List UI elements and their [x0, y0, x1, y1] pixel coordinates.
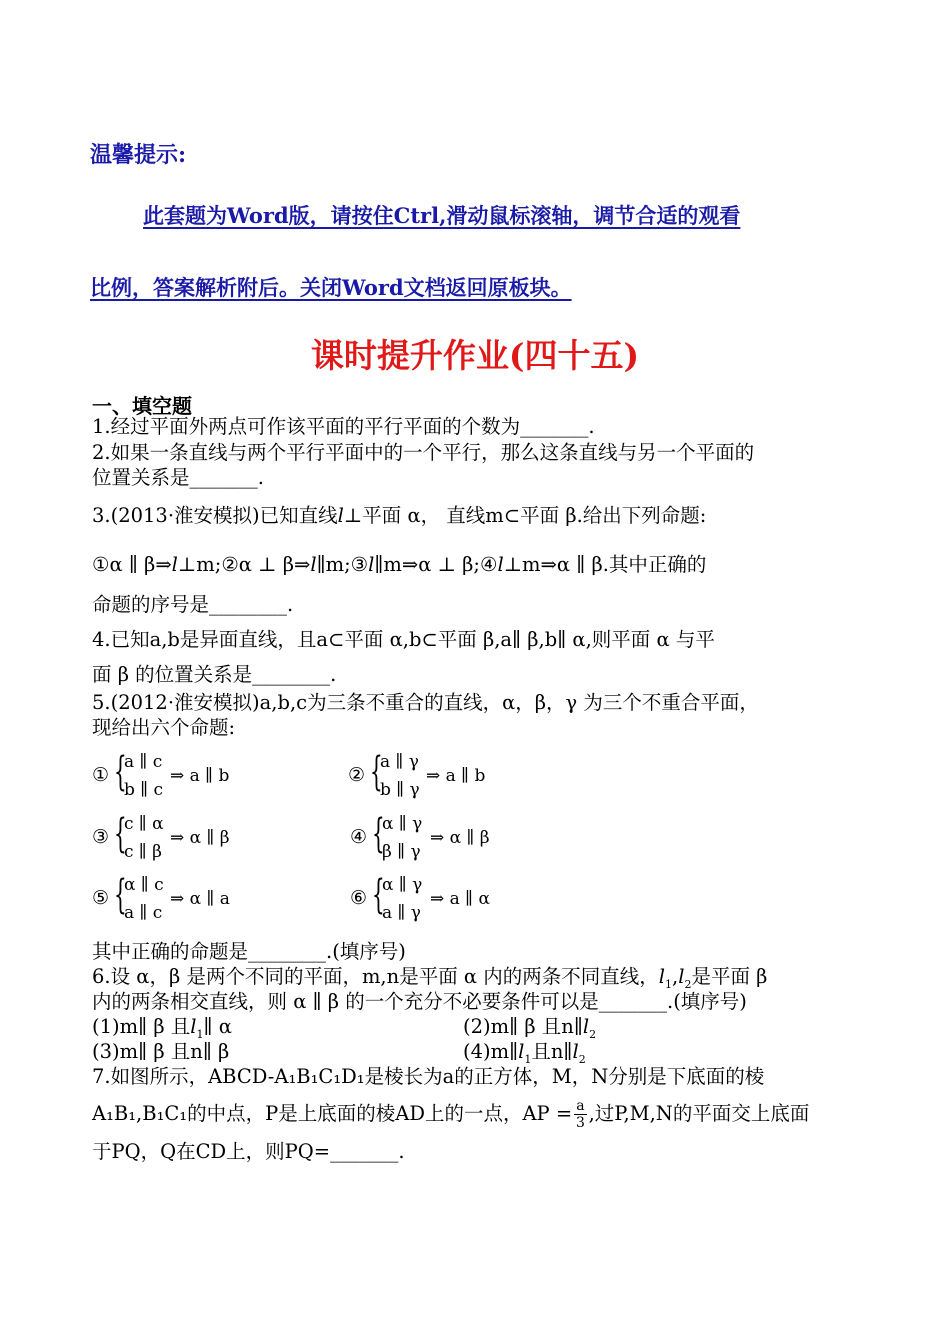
- prop-bottom: b ∥ c: [124, 780, 164, 800]
- subscript: 2: [589, 1027, 597, 1041]
- page-title: 课时提升作业(四十五): [310, 336, 640, 375]
- q3-text-a: 3.(2013·淮安模拟)已知直线: [92, 504, 338, 527]
- q6-o1-b: ∥ α: [203, 1015, 232, 1038]
- question-2-line-2: 位置关系是_______.: [92, 466, 264, 489]
- l-symbol: l: [572, 1040, 579, 1063]
- q3-l: l: [497, 553, 504, 576]
- q7-text-b1: A₁B₁,B₁C₁的中点，P是上底面的棱AD上的一点，AP =: [92, 1102, 573, 1125]
- brace-icon: {: [370, 749, 383, 795]
- q3-l: l: [171, 553, 178, 576]
- prop-result: ⇒ a ∥ b: [426, 766, 486, 786]
- prop-number: ①: [92, 764, 110, 786]
- q6-text-a1: 6.设 α，β 是两个不同的平面，m,n是平面 α 内的两条不同直线，: [92, 965, 659, 988]
- q6-o1-a: (1)m∥ β 且: [92, 1015, 191, 1038]
- question-3-line-1: [92, 503, 706, 528]
- question-5-line-2: 现给出六个命题:: [92, 716, 236, 739]
- prop-result: ⇒ a ∥ α: [430, 889, 490, 909]
- subscript: 1: [196, 1027, 204, 1041]
- q6-text-a2: 是平面 β: [691, 965, 768, 988]
- tip-line-2[interactable]: 比例，答案解析附后。关闭Word文档返回原板块。: [90, 275, 572, 300]
- q7-text-b2: ,过P,M,N的平面交上底面: [588, 1102, 810, 1125]
- question-5-line-1: 5.(2012·淮安模拟)a,b,c为三条不重合的直线，α，β，γ 为三个不重合平面，: [92, 691, 759, 714]
- prop-bottom: b ∥ γ: [380, 780, 420, 800]
- subscript: 2: [578, 1052, 586, 1066]
- prop-top: a ∥ c: [124, 752, 163, 772]
- prop-top: α ∥ γ: [382, 875, 423, 895]
- l-symbol: l: [658, 965, 666, 988]
- prop-result: ⇒ α ∥ a: [170, 889, 230, 909]
- question-2-line-1: 2.如果一条直线与两个平行平面中的一个平行，那么这条直线与另一个平面的: [92, 441, 755, 464]
- q3-l: l: [310, 553, 317, 576]
- question-4-line-1: 4.已知a,b是异面直线，且a⊂平面 α,b⊂平面 β,a∥ β,b∥ α,则平面 α 与平: [92, 628, 715, 651]
- prop-top: α ∥ γ: [382, 814, 423, 834]
- brace-icon: {: [372, 872, 385, 918]
- fraction: [574, 1098, 586, 1131]
- prop-number: ④: [350, 826, 368, 848]
- prop-bottom: β ∥ γ: [382, 842, 421, 862]
- q6-option-3: (3)m∥ β 且n∥ β: [92, 1040, 230, 1063]
- tip-heading: 温馨提示:: [90, 142, 187, 168]
- prop-result: ⇒ a ∥ b: [170, 766, 230, 786]
- subscript: 2: [684, 977, 692, 991]
- prop-result: ⇒ α ∥ β: [170, 828, 230, 848]
- question-7-line-3: 于PQ，Q在CD上，则PQ=_______.: [92, 1140, 405, 1163]
- q6-o2-a: (2)m∥ β 且n∥: [463, 1015, 583, 1038]
- tip-line-1[interactable]: 此套题为Word版，请按住Ctrl,滑动鼠标滚轴，调节合适的观看: [143, 203, 741, 228]
- q6-comma: ,: [672, 965, 679, 988]
- question-6-line-2: 内的两条相交直线，则 α ∥ β 的一个充分不必要条件可以是_______.(填序号): [92, 990, 747, 1013]
- brace-icon: {: [114, 749, 127, 795]
- subscript: 1: [665, 977, 673, 991]
- brace-icon: {: [372, 811, 385, 857]
- question-4-line-2: 面 β 的位置关系是________.: [92, 663, 337, 686]
- q3-c1: ①α ∥ β⇒: [92, 553, 172, 576]
- question-5-line-3: 其中正确的命题是________.(填序号): [92, 940, 406, 963]
- q6-o4-b: 且n∥: [531, 1040, 573, 1063]
- q3-l: l: [337, 504, 344, 527]
- question-3-line-2: [92, 552, 706, 577]
- section-heading: 一、填空题: [92, 394, 192, 418]
- q6-o4-a: (4)m∥: [463, 1040, 519, 1063]
- prop-top: a ∥ γ: [380, 752, 419, 772]
- prop-result: ⇒ α ∥ β: [430, 828, 490, 848]
- q3-l: l: [368, 553, 375, 576]
- prop-number: ③: [92, 826, 110, 848]
- brace-icon: {: [114, 872, 127, 918]
- fraction-numerator: a: [576, 1098, 585, 1114]
- q3-c2: ⊥m;②α ⊥ β⇒: [177, 553, 311, 576]
- question-3-line-3: 命题的序号是________.: [92, 593, 294, 616]
- prop-number: ⑤: [92, 887, 110, 909]
- question-7-line-1: 7.如图所示，ABCD-A₁B₁C₁D₁是棱长为a的正方体，M，N分别是下底面的棱: [92, 1065, 765, 1088]
- brace-icon: {: [114, 811, 127, 857]
- l-symbol: l: [678, 965, 685, 988]
- q3-c4: ∥m⇒α ⊥ β;④: [374, 553, 498, 576]
- prop-bottom: a ∥ c: [124, 903, 163, 923]
- l-symbol: l: [582, 1015, 590, 1038]
- fraction-denominator: 3: [575, 1115, 585, 1131]
- prop-top: c ∥ α: [124, 814, 164, 834]
- prop-bottom: c ∥ β: [124, 842, 163, 862]
- prop-top: α ∥ c: [124, 875, 164, 895]
- q3-text-b: ⊥平面 α， 直线m⊂平面 β.给出下列命题:: [343, 504, 707, 527]
- prop-bottom: a ∥ γ: [382, 903, 421, 923]
- q3-c3: ∥m;③: [316, 553, 369, 576]
- prop-number: ②: [348, 764, 366, 786]
- q3-c5: ⊥m⇒α ∥ β.其中正确的: [503, 553, 707, 576]
- question-7-line-2: [92, 1098, 809, 1131]
- l-symbol: l: [190, 1015, 197, 1038]
- subscript: 1: [524, 1052, 532, 1066]
- l-symbol: l: [518, 1040, 525, 1063]
- question-1: 1.经过平面外两点可作该平面的平行平面的个数为_______.: [92, 415, 595, 438]
- prop-number: ⑥: [350, 887, 368, 909]
